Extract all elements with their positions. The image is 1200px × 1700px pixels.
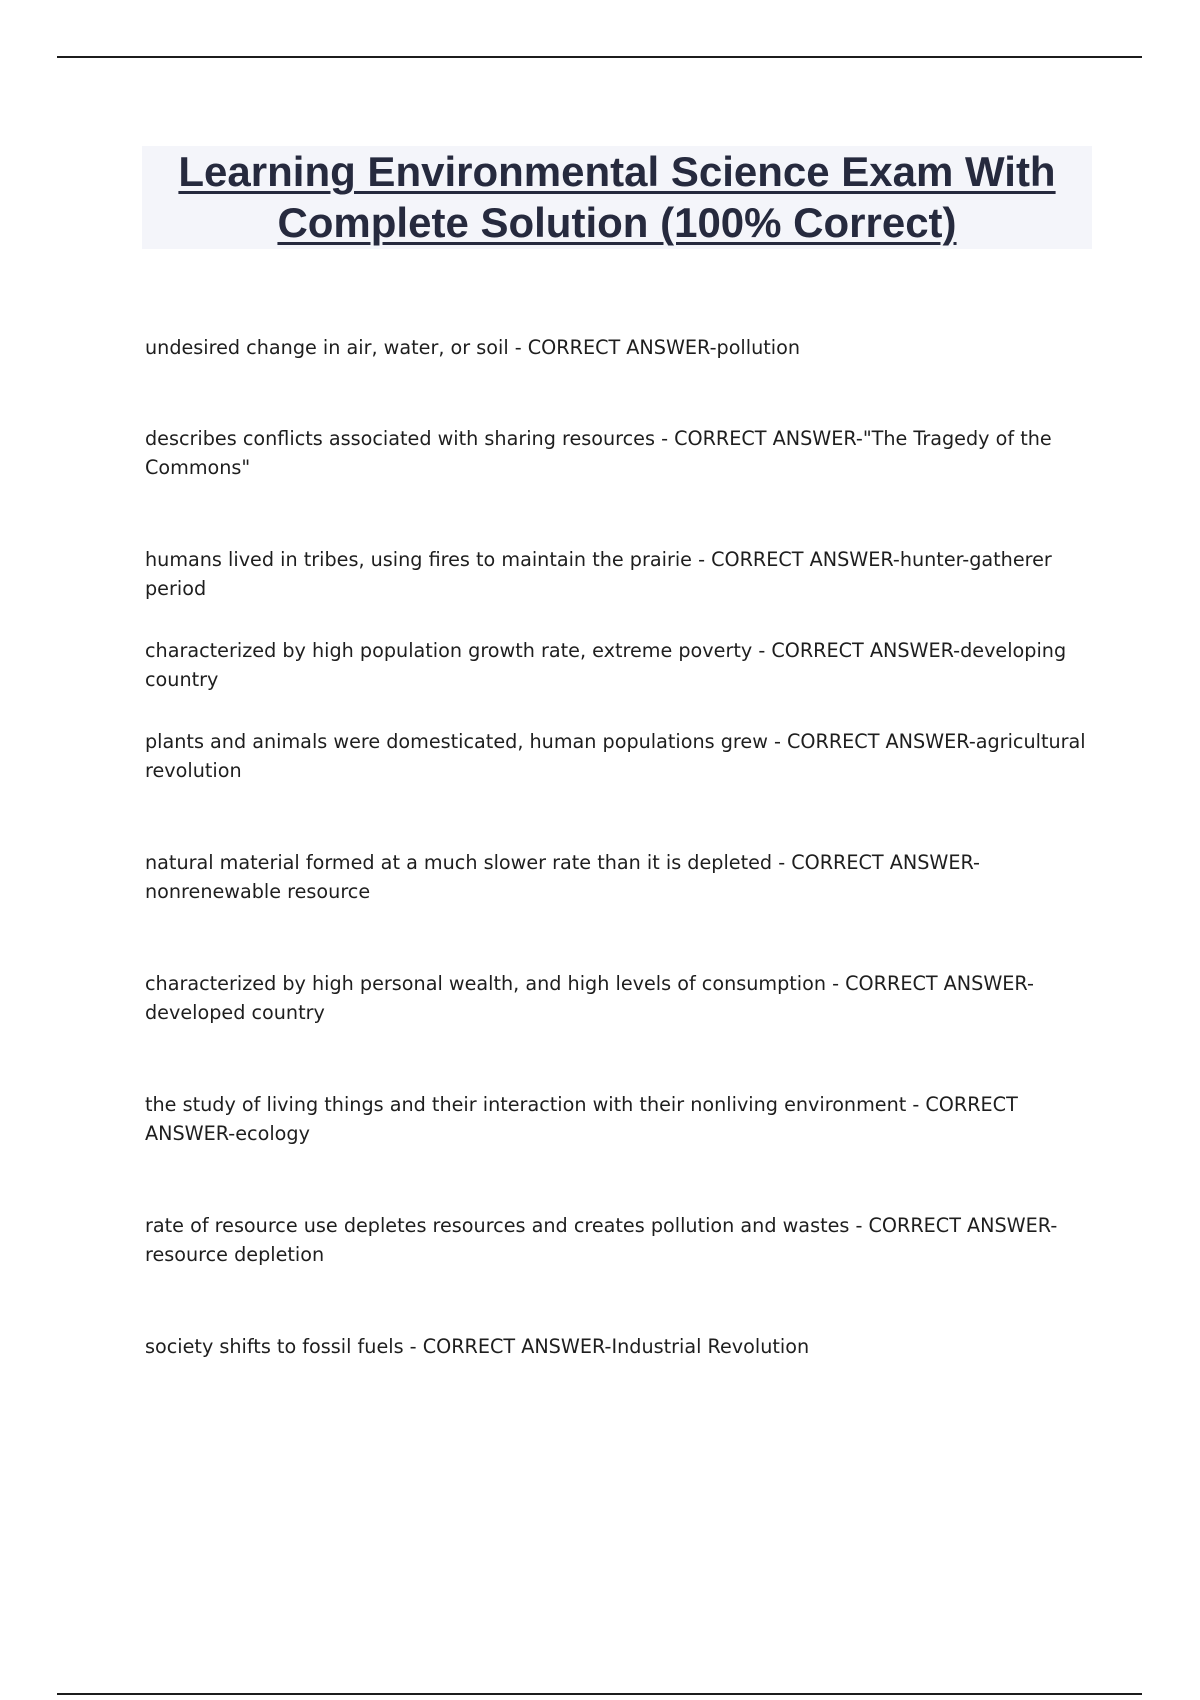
document-title: Learning Environmental Science Exam With Complete Solution (100% Correct)	[178, 148, 1056, 246]
qa-item-2: describes conflicts associated with sharing resources - CORRECT ANSWER-"The Tragedy of the Commons"	[145, 427, 1052, 479]
qa-item-8: the study of living things and their interaction with their nonliving environment - CORRECT ANSWER-ecology	[145, 1093, 1018, 1145]
qa-item-7: characterized by high personal wealth, and high levels of consumption - CORRECT ANSWER-developed country	[145, 972, 1034, 1024]
qa-item-4: characterized by high population growth rate, extreme poverty - CORRECT ANSWER-developing country	[145, 639, 1067, 691]
qa-item-1: undesired change in air, water, or soil - CORRECT ANSWER-pollution	[145, 336, 801, 359]
bottom-rule	[57, 1693, 1142, 1695]
qa-item-6: natural material formed at a much slower rate than it is depleted - CORRECT ANSWER-nonrenewable resource	[145, 851, 980, 903]
top-rule	[57, 56, 1142, 58]
qa-item-3: humans lived in tribes, using fires to maintain the prairie - CORRECT ANSWER-hunter-gatherer period	[145, 548, 1052, 600]
qa-item-5: plants and animals were domesticated, human populations grew - CORRECT ANSWER-agricultural revolution	[145, 730, 1086, 782]
qa-item-10: society shifts to fossil fuels - CORRECT ANSWER-Industrial Revolution	[145, 1335, 810, 1358]
qa-item-9: rate of resource use depletes resources and creates pollution and wastes - CORRECT ANSWER-resource depletion	[145, 1214, 1058, 1266]
